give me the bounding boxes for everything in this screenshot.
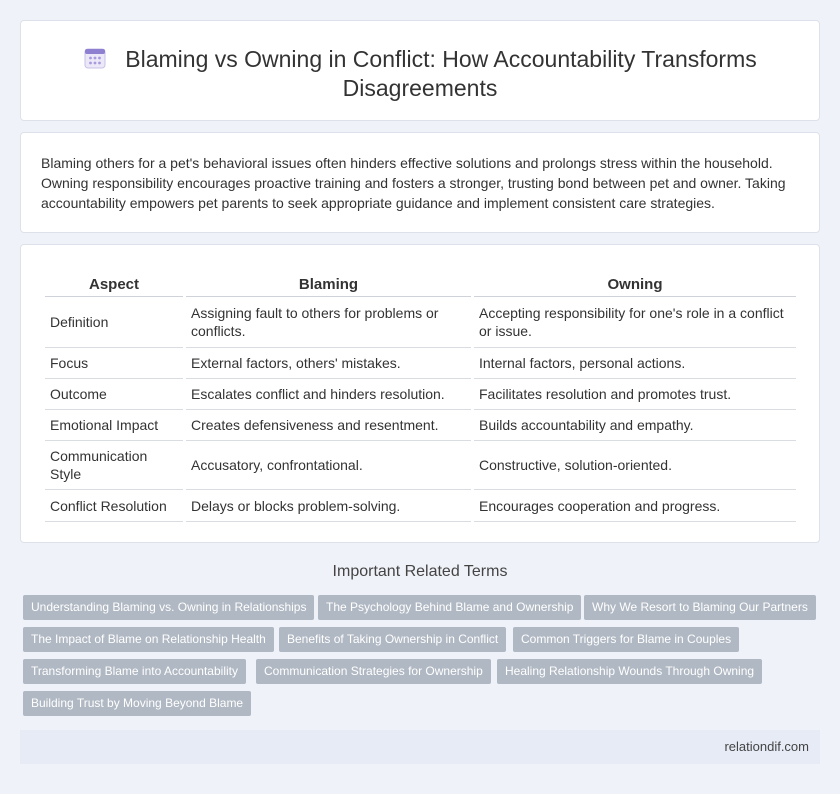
cell-blaming: External factors, others' mistakes. [186,348,471,379]
header-owning: Owning [474,275,796,297]
cell-owning: Internal factors, personal actions. [474,348,796,379]
cell-aspect: Communication Style [45,441,183,490]
calendar-icon [83,46,107,70]
cell-aspect: Conflict Resolution [45,490,183,522]
cell-owning: Builds accountability and empathy. [474,410,796,441]
cell-blaming: Creates defensiveness and resentment. [186,410,471,441]
related-term-tag[interactable]: Healing Relationship Wounds Through Owning [497,659,762,684]
cell-owning: Accepting responsibility for one's role in a conflict or issue. [474,297,796,348]
cell-aspect: Definition [45,297,183,348]
title-text: Blaming vs Owning in Conflict: How Accountability Transforms Disagreements [125,46,757,101]
intro-card [20,132,820,233]
footer [20,730,820,764]
related-terms-heading: Important Related Terms [332,563,508,580]
cell-blaming: Escalates conflict and hinders resolution. [186,379,471,410]
intro-paragraph: Blaming others for a pet's behavioral issues often hinders effective solutions and prolongs stress within the household. Owning responsibility encourages proactive training and fosters a stronger, trusting bond between pet and owner. Taking accountability empowers pet parents to seek appropriate guidance and implement consistent care strategies. [41,155,786,211]
related-term-tag[interactable]: Building Trust by Moving Beyond Blame [23,691,251,716]
cell-blaming: Delays or blocks problem-solving. [186,490,471,522]
cell-aspect: Emotional Impact [45,410,183,441]
comparison-card [20,244,820,543]
table-header-row [45,275,796,297]
related-term-tag[interactable]: Transforming Blame into Accountability [23,659,246,684]
cell-owning: Constructive, solution-oriented. [474,441,796,490]
cell-owning: Facilitates resolution and promotes trust. [474,379,796,410]
cell-aspect: Focus [45,348,183,379]
related-term-tag[interactable]: Common Triggers for Blame in Couples [513,627,739,652]
cell-aspect: Outcome [45,379,183,410]
header-aspect: Aspect [45,275,183,297]
table-row [45,441,796,490]
related-term-tag[interactable]: Why We Resort to Blaming Our Partners [584,595,816,620]
cell-blaming: Assigning fault to others for problems or conflicts. [186,297,471,348]
cell-blaming: Accusatory, confrontational. [186,441,471,490]
table-row [45,490,796,522]
related-term-tag[interactable]: Understanding Blaming vs. Owning in Relationships [23,595,314,620]
header-blaming: Blaming [186,275,471,297]
related-term-tag[interactable]: Communication Strategies for Ownership [256,659,491,684]
table-row [45,410,796,441]
related-term-tag[interactable]: Benefits of Taking Ownership in Conflict [279,627,506,652]
page-title [21,45,819,103]
table-row [45,379,796,410]
related-term-tag[interactable]: The Impact of Blame on Relationship Health [23,627,274,652]
cell-owning: Encourages cooperation and progress. [474,490,796,522]
table-row [45,297,796,348]
footer-site-link[interactable]: relationdif.com [724,739,809,754]
title-card [20,20,820,121]
related-term-tag[interactable]: The Psychology Behind Blame and Ownership [318,595,581,620]
table-row [45,348,796,379]
comparison-table [42,275,799,522]
